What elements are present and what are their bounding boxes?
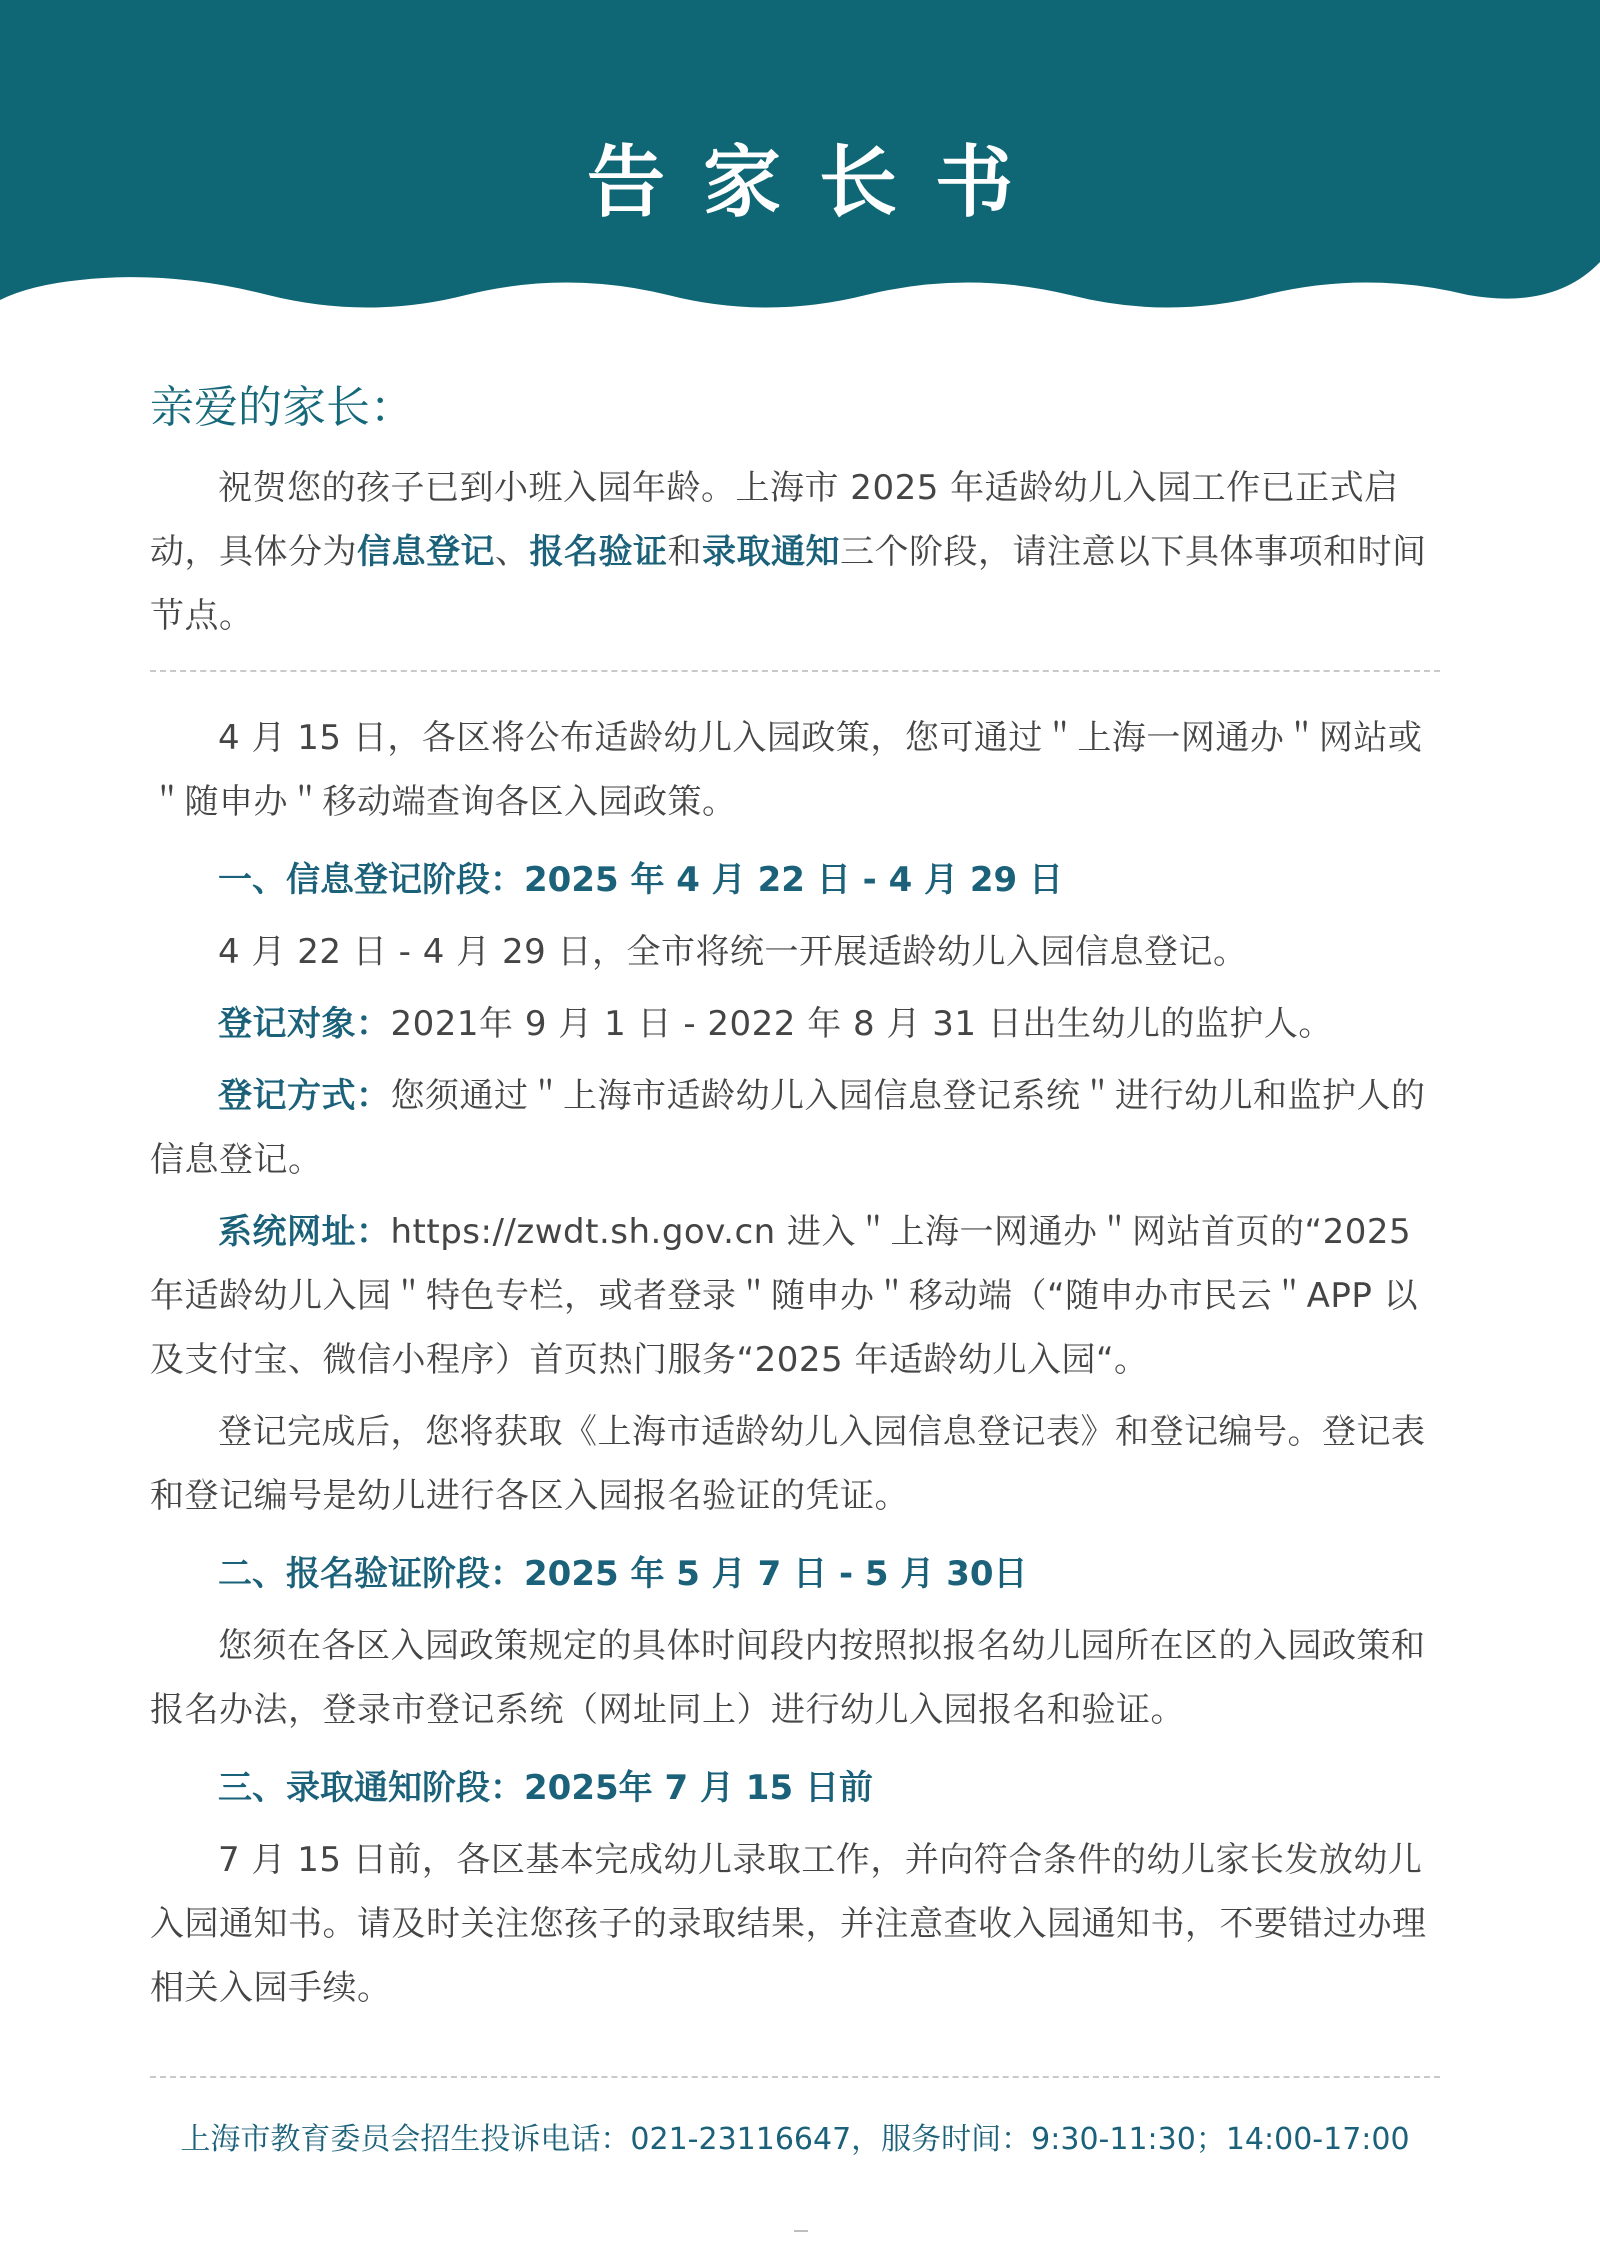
registration-method-text: 您须通过＂上海市适龄幼儿入园信息登记系统＂进行幼儿和监护人的信息登记。 bbox=[150, 1076, 1426, 1180]
section-2-paragraph: 您须在各区入园政策规定的具体时间段内按照拟报名幼儿园所在区的入园政策和报名办法，登录市登记系统（网址同上）进行幼儿入园报名和验证。 bbox=[150, 1626, 1426, 1730]
footer-dashed-divider bbox=[150, 2076, 1440, 2078]
registration-target bbox=[150, 992, 1440, 1056]
stage-enrollment-verification: 报名验证 bbox=[529, 532, 668, 572]
system-url-text: https://zwdt.sh.gov.cn 进入＂上海一网通办＂网站首页的“2025 年适龄幼儿入园＂特色专栏，或者登录＂随申办＂移动端（“随申办市民云＂APP 以及支付宝、微信小程序）首页热门服务“2025 年适龄幼儿入园“。 bbox=[150, 1212, 1419, 1380]
intro-paragraph bbox=[150, 456, 1440, 648]
section-3-paragraph: 7 月 15 日前，各区基本完成幼儿录取工作，并向符合条件的幼儿家长发放幼儿入园通知书。请及时关注您孩子的录取结果，并注意查收入园通知书，不要错过办理相关入园手续。 bbox=[150, 1840, 1427, 2008]
registration-complete-paragraph: 登记完成后，您将获取《上海市适龄幼儿入园信息登记表》和登记编号。登记表和登记编号是幼儿进行各区入园报名验证的凭证。 bbox=[150, 1412, 1426, 1516]
dashed-divider bbox=[150, 670, 1440, 672]
stage-admission-notice: 录取通知 bbox=[702, 532, 840, 572]
header-banner bbox=[0, 0, 1600, 310]
stage-info-registration: 信息登记 bbox=[357, 532, 495, 572]
registration-method bbox=[150, 1064, 1440, 1192]
section-2-heading: 二、报名验证阶段：2025 年 5 月 7 日 - 5 月 30日 bbox=[218, 1554, 1028, 1594]
registration-method-label: 登记方式： bbox=[218, 1076, 391, 1116]
intro-text-1: 祝贺您的孩子已到小班入园年龄。上海市 2025 年适龄幼儿入园工作已正式启动，具体分为 bbox=[150, 468, 1399, 572]
section-1-heading: 一、信息登记阶段：2025 年 4 月 22 日 - 4 月 29 日 bbox=[218, 860, 1064, 900]
intro-text-2: 三个阶段，请注意以下具体事项和时间节点。 bbox=[150, 532, 1427, 636]
page-title: 告家长书 bbox=[586, 137, 1051, 228]
system-url bbox=[150, 1200, 1440, 1392]
section-1-paragraph: 4 月 22 日 - 4 月 29 日，全市将统一开展适龄幼儿入园信息登记。 bbox=[218, 932, 1248, 972]
policy-note-paragraph: 4 月 15 日，各区将公布适龄幼儿入园政策，您可通过＂上海一网通办＂网站或＂随申办＂移动端查询各区入园政策。 bbox=[150, 718, 1423, 822]
footer-contact: 上海市教育委员会招生投诉电话：021-23116647，服务时间：9:30-11:30；14:00-17:00 bbox=[180, 2122, 1410, 2157]
section-3-heading: 三、录取通知阶段：2025年 7 月 15 日前 bbox=[218, 1768, 873, 1808]
salutation: 亲爱的家长： bbox=[150, 382, 414, 433]
system-url-label: 系统网址： bbox=[218, 1212, 391, 1252]
page-bottom-mark bbox=[794, 2230, 808, 2232]
intro-separator-1: 、 bbox=[495, 532, 530, 572]
intro-separator-2: 和 bbox=[667, 532, 702, 572]
letter-body bbox=[150, 372, 1440, 2020]
registration-target-text: 2021年 9 月 1 日 - 2022 年 8 月 31 日出生幼儿的监护人。 bbox=[390, 1004, 1333, 1044]
registration-target-label: 登记对象： bbox=[218, 1004, 391, 1044]
